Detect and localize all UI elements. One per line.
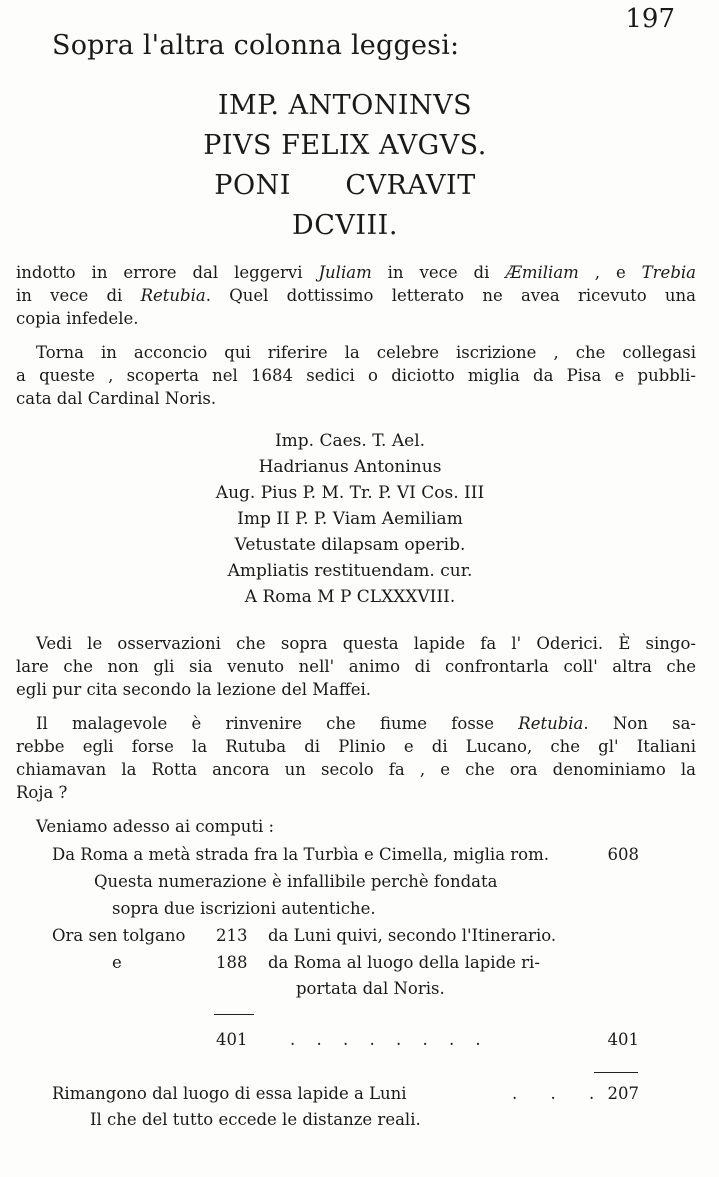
text-line: a queste , scoperta nel 1684 sedici o diciotto miglia da Pisa e pubbli- (16, 366, 696, 385)
computi-row-value: 608 (607, 845, 639, 864)
computi-note: sopra due iscrizioni autentiche. (112, 899, 376, 918)
sum-value: 401 (216, 1030, 248, 1049)
computi-row-lead: e (112, 953, 122, 972)
result-text: Rimangono dal luogo di essa lapide a Luni (52, 1084, 407, 1103)
inscription-line: PONI CVRAVIT (214, 170, 476, 201)
computi-row-text: Da Roma a metà strada fra la Turbìa e Cimella, miglia rom. (52, 845, 549, 864)
inscription-line: PIVS FELIX AVGVS. (203, 130, 487, 161)
paragraph-oderici (16, 632, 696, 701)
result-value: 207 (607, 1084, 639, 1103)
inscription-line: Hadrianus Antoninus (258, 457, 442, 477)
text-line: Roja ? (16, 783, 68, 802)
text-line: chiamavan la Rotta ancora un secolo fa , e che ora denominiamo la (16, 760, 696, 779)
computi-row-text: da Luni quivi, secondo l'Itinerario. (268, 926, 557, 945)
text-line: cata dal Cardinal Noris. (16, 389, 217, 408)
inscription-line: Imp II P. P. Viam Aemiliam (237, 509, 463, 529)
inscription-line: Aug. Pius P. M. Tr. P. VI Cos. III (215, 483, 485, 503)
inscription-line: Imp. Caes. T. Ael. (274, 431, 426, 451)
paragraph-error (16, 261, 696, 330)
sum-rule (214, 1014, 254, 1015)
text-line: egli pur cita secondo la lezione del Maffei. (16, 680, 371, 699)
inscription-antoninus (0, 86, 690, 246)
computi-row-value: 188 (216, 953, 248, 972)
closing-sentence: Il che del tutto eccede le distanze reali. (90, 1110, 421, 1129)
computi-row-text: portata dal Noris. (296, 979, 445, 998)
computi-row-value: 213 (216, 926, 248, 945)
inscription-hadrianus (0, 428, 700, 610)
result-rule (594, 1072, 638, 1073)
computi-note: Questa numerazione è infallibile perchè fondata (94, 872, 498, 891)
page-number: 197 (625, 4, 675, 34)
paragraph-retubia (16, 712, 696, 804)
computi-row-lead: Ora sen tolgano (52, 926, 186, 945)
inscription-line: Vetustate dilapsam operib. (234, 535, 466, 555)
text-line: lare che non gli sia venuto nell' animo di confrontarla coll' altra che (16, 657, 696, 676)
inscription-line: A Roma M P CLXXXVIII. (244, 587, 456, 607)
text-line: copia infedele. (16, 309, 139, 328)
computi-row-text: da Roma al luogo della lapide ri- (268, 953, 540, 972)
inscription-line: IMP. ANTONINVS (217, 90, 473, 121)
paragraph-iscrizione (16, 341, 696, 410)
inscription-line: Ampliatis restituendam. cur. (227, 561, 473, 581)
sum-dots: . . . . . . . . (290, 1030, 489, 1049)
text-line: Il malagevole è rinvenire che fiume fosse Retubia. Non sa- (36, 714, 696, 733)
inscription-line: DCVIII. (292, 210, 398, 241)
text-line: indotto in errore dal leggervi Juliam in vece di Æmiliam , e Trebia (16, 263, 696, 282)
result-dots: . . . (512, 1084, 609, 1103)
sum-value-right: 401 (607, 1030, 639, 1049)
text-line: in vece di Retubia. Quel dottissimo letterato ne avea ricevuto una (16, 286, 697, 305)
computi-intro: Veniamo adesso ai computi : (36, 817, 275, 836)
text-line: Vedi le osservazioni che sopra questa lapide fa l' Oderici. È singo- (36, 634, 696, 653)
section-heading: Sopra l'altra colonna leggesi: (52, 30, 460, 61)
text-line: rebbe egli forse la Rutuba di Plinio e di Lucano, che gl' Italiani (16, 737, 696, 756)
text-line: Torna in acconcio qui riferire la celebre iscrizione , che collegasi (36, 343, 696, 362)
